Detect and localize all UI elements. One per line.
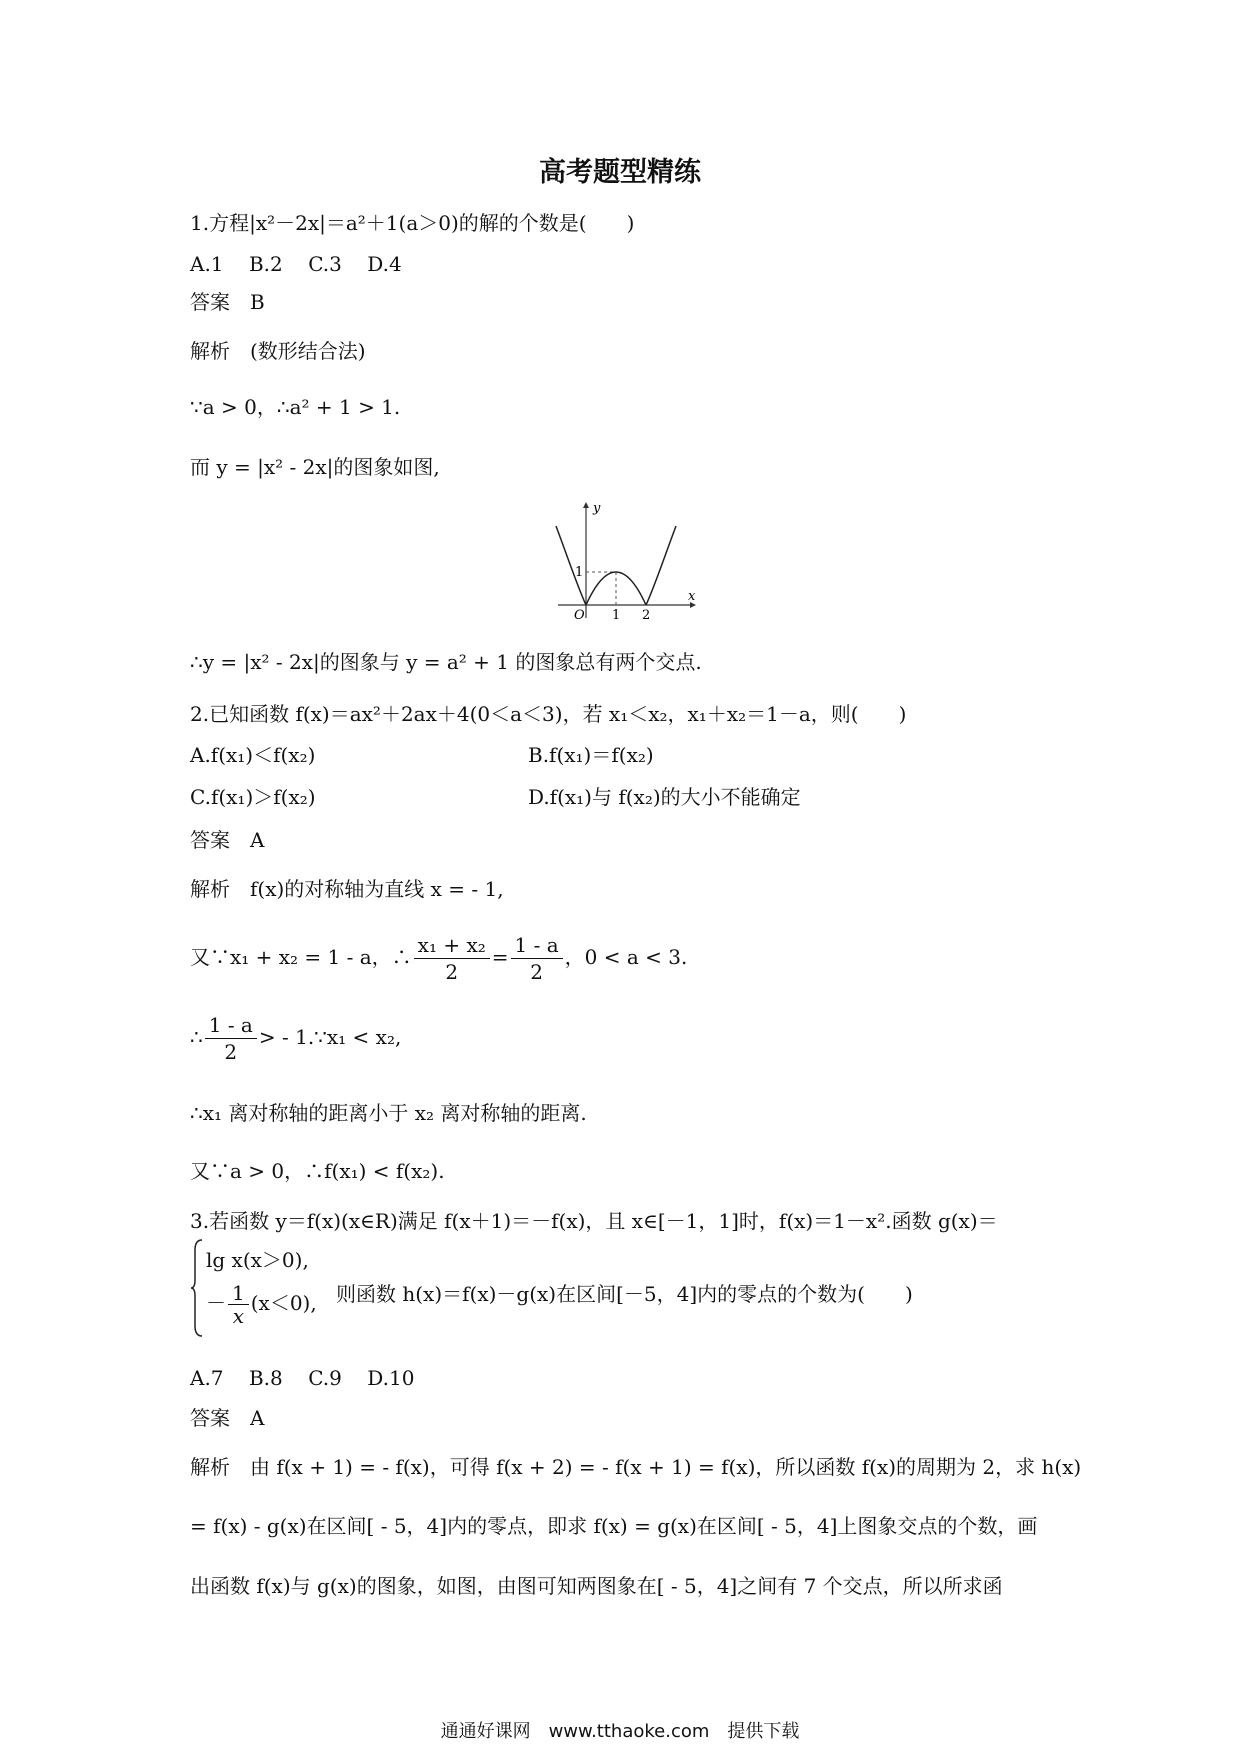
q1-stem: 1.方程|x²－2x|＝a²＋1(a＞0)的解的个数是( ) [190, 211, 635, 235]
q2-fraction-2-num: 1 - a [511, 932, 563, 959]
q3-case-1: lg x(x＞0), [206, 1248, 309, 1272]
q1-options [190, 250, 402, 278]
q3-case-brace [190, 1238, 204, 1338]
q2-fraction-3-den: 2 [224, 1040, 238, 1064]
graph-tick-y1: 1 [575, 565, 584, 580]
q1-graph [548, 498, 700, 622]
q3-case-2-pre: － [206, 1291, 226, 1315]
q3-stem: 3.若函数 y＝f(x)(x∈R)满足 f(x＋1)＝－f(x)，且 x∈[－1，1]时，f(x)＝1－x².函数 g(x)＝ [190, 1209, 998, 1233]
q3-case-2-frac [228, 1282, 249, 1327]
q2-fraction-1-den: 2 [445, 960, 459, 984]
q3-case-2-num: 1 [228, 1282, 249, 1305]
q1-analysis-head: 解析 (数形结合法) [190, 339, 366, 363]
q3-option-b: B.8 [248, 1366, 283, 1390]
graph-x-label: x [688, 589, 696, 604]
q2-option-c: C.f(x₁)＞f(x₂) [190, 785, 316, 809]
q2-line3-post: > - 1.∵x₁ < x₂, [258, 1025, 402, 1049]
q2-fraction-3 [205, 1012, 257, 1065]
q3-options [190, 1364, 414, 1392]
q2-fraction-1 [414, 932, 490, 985]
q1-option-c: C.3 [308, 252, 342, 276]
q3-case-2-post: (x＜0), [250, 1291, 317, 1315]
q1-answer: 答案 B [190, 290, 265, 314]
q3-analysis-line2: = f(x) - g(x)在区间[ - 5，4]内的零点，即求 f(x) = g(x)在区间[ - 5，4]上图象交点的个数，画 [190, 1514, 1038, 1538]
q2-line2-eq: = [491, 945, 509, 969]
page-footer: 通通好课网 www.tthaoke.com 提供下载 [440, 1721, 800, 1742]
q2-option-d: D.f(x₁)与 f(x₂)的大小不能确定 [528, 785, 801, 809]
q3-analysis-line3: 出函数 f(x)与 g(x)的图象，如图，由图可知两图象在[ - 5，4]之间有 7 个交点，所以所求函 [190, 1574, 1003, 1598]
q3-stem2: 则函数 h(x)＝f(x)－g(x)在区间[－5，4]内的零点的个数为( ) [336, 1282, 913, 1306]
q2-analysis: 解析 f(x)的对称轴为直线 x = - 1, [190, 877, 504, 901]
q2-fraction-2 [511, 932, 563, 985]
q3-analysis-line1: 解析 由 f(x + 1) = - f(x)，可得 f(x + 2) = - f(x + 1) = f(x)，所以函数 f(x)的周期为 2，求 h(x) [190, 1455, 1082, 1479]
graph-tick-x1: 1 [612, 608, 621, 622]
q3-option-d: D.10 [367, 1366, 415, 1390]
q2-line4: ∴x₁ 离对称轴的距离小于 x₂ 离对称轴的距离. [190, 1101, 587, 1125]
q2-option-b: B.f(x₁)＝f(x₂) [528, 743, 654, 767]
page-title: 高考题型精练 [539, 157, 701, 188]
q3-case-2 [206, 1282, 317, 1327]
q1-line2: 而 y = |x² - 2x|的图象如图, [190, 455, 440, 479]
q2-fraction-2-den: 2 [530, 960, 543, 984]
q2-line5: 又∵a > 0，∴f(x₁) < f(x₂). [190, 1159, 445, 1183]
q3-answer: 答案 A [190, 1406, 265, 1430]
graph-origin-label: O [574, 608, 585, 622]
q1-line1: ∵a > 0，∴a² + 1 > 1. [190, 395, 401, 419]
q2-line3 [190, 1012, 401, 1065]
q2-line2 [190, 932, 687, 985]
q2-line3-pre: ∴ [190, 1025, 203, 1049]
graph-tick-x2: 2 [642, 608, 651, 622]
q1-line3: ∴y = |x² - 2x|的图象与 y = a² + 1 的图象总有两个交点. [190, 650, 702, 674]
q3-case-2-den: x [232, 1304, 244, 1328]
q2-stem: 2.已知函数 f(x)＝ax²＋2ax＋4(0＜a＜3)，若 x₁＜x₂，x₁＋x₂＝1－a，则( ) [190, 702, 907, 726]
q1-option-b: B.2 [248, 252, 283, 276]
q1-option-d: D.4 [367, 252, 402, 276]
q2-fraction-3-num: 1 - a [205, 1012, 257, 1039]
q2-answer: 答案 A [190, 828, 265, 852]
q2-line2-post: ，0 < a < 3. [564, 945, 688, 969]
q2-option-a: A.f(x₁)＜f(x₂) [190, 743, 316, 767]
graph-y-label: y [593, 501, 601, 516]
q2-fraction-1-num: x₁ + x₂ [414, 932, 490, 959]
q3-option-a: A.7 [190, 1366, 224, 1390]
q3-option-c: C.9 [308, 1366, 342, 1390]
q1-option-a: A.1 [190, 252, 224, 276]
q2-line2-pre: 又∵x₁ + x₂ = 1 - a，∴ [190, 945, 412, 969]
